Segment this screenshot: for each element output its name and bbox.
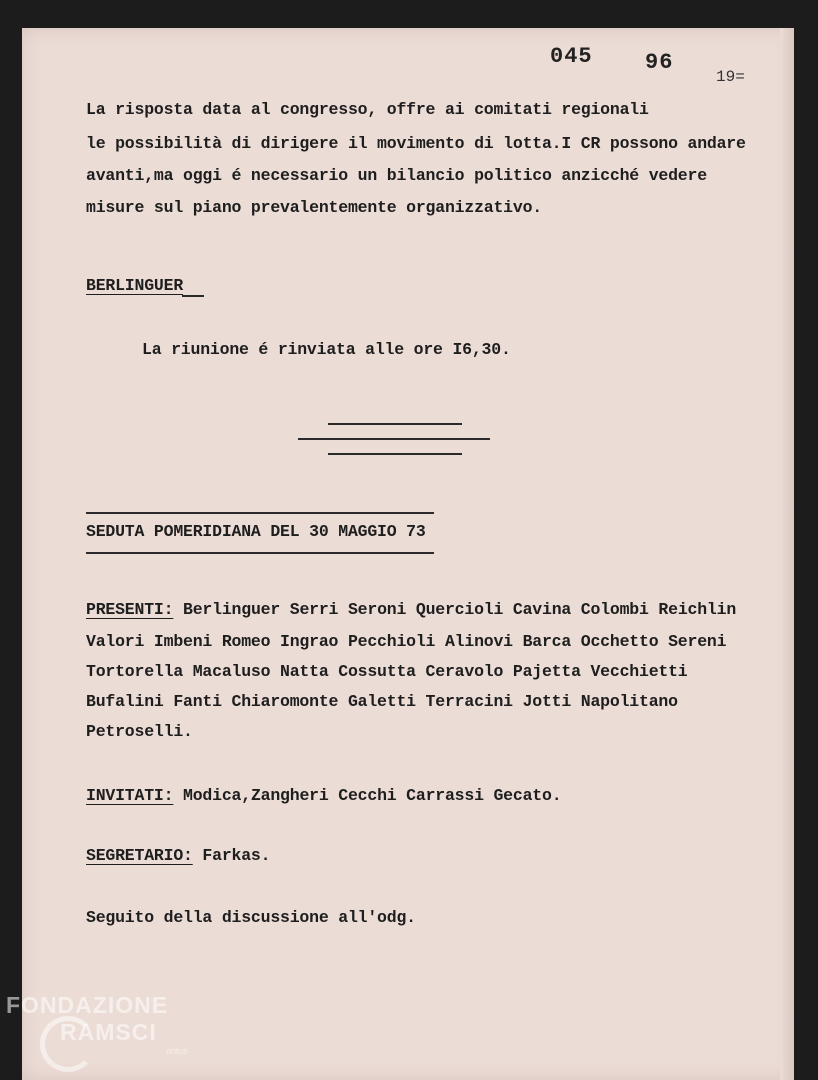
separator-line-2	[298, 438, 490, 440]
page-number: 19=	[716, 68, 745, 86]
paragraph-line-2: le possibilità di dirigere il movimento di lotta.I CR possono andare	[86, 134, 746, 153]
session-title: SEDUTA POMERIDIANA DEL 30 MAGGIO 73	[86, 522, 426, 541]
presenti-line-2: Valori Imbeni Romeo Ingrao Pecchioli Alinovi Barca Occhetto Sereni	[86, 632, 727, 651]
logo-g-mark-icon	[40, 1016, 96, 1072]
logo-line-1: FONDAZIONE	[6, 992, 169, 1018]
paragraph-line-4: misure sul piano prevalentemente organizzativo.	[86, 198, 542, 217]
logo-line-2: RAMSCI	[60, 1019, 157, 1045]
invitati-names: Modica,Zangheri Cecchi Carrassi Gecato.	[183, 786, 562, 805]
separator-line-1	[328, 423, 462, 425]
segretario-line	[86, 846, 270, 865]
presenti-line-3: Tortorella Macaluso Natta Cossutta Ceravolo Pajetta Vecchietti	[86, 662, 688, 681]
paragraph-line-1: La risposta data al congresso, offre ai comitati regionali	[86, 100, 649, 119]
adjournment-note: La riunione é rinviata alle ore I6,30.	[142, 340, 511, 359]
invitati-label: INVITATI:	[86, 786, 174, 805]
logo-line-3: onlus	[166, 1046, 188, 1056]
segretario-name: Farkas.	[202, 846, 271, 865]
presenti-line-5: Petroselli.	[86, 722, 193, 741]
speaker-heading: BERLINGUER	[86, 276, 184, 295]
page-edge	[780, 28, 794, 1080]
invitati-line	[86, 786, 561, 805]
speaker-underline-extension	[182, 295, 204, 297]
paragraph-line-3: avanti,ma oggi é necessario un bilancio politico anzicché vedere	[86, 166, 707, 185]
session-rule-bottom	[86, 552, 434, 554]
presenti-names-1: Berlinguer Serri Seroni Quercioli Cavina Colombi Reichlin	[183, 600, 737, 619]
presenti-label: PRESENTI:	[86, 600, 174, 619]
separator-line-3	[328, 453, 462, 455]
closing-line: Seguito della discussione all'odg.	[86, 908, 416, 927]
archive-stamp-left: 045	[550, 44, 593, 69]
archive-stamp-right: 96	[645, 50, 674, 75]
presenti-line-4: Bufalini Fanti Chiaromonte Galetti Terracini Jotti Napolitano	[86, 692, 678, 711]
segretario-label: SEGRETARIO:	[86, 846, 193, 865]
presenti-line-1	[86, 600, 736, 619]
fondazione-gramsci-logo	[6, 992, 188, 1056]
session-rule-top	[86, 512, 434, 514]
